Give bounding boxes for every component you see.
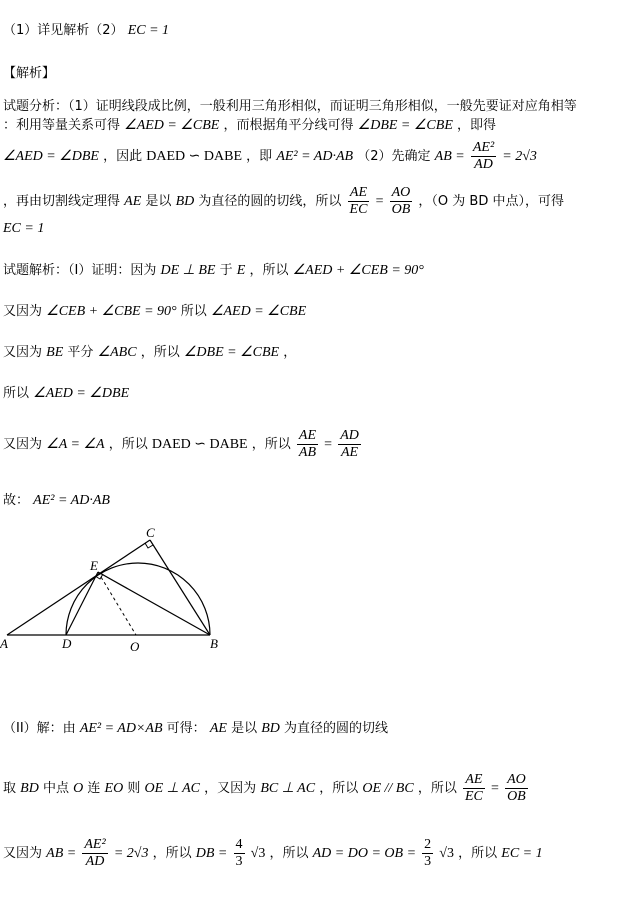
analysis-text: ，而根据角平分线可得 <box>223 118 354 133</box>
part2-text: 中点 <box>42 781 69 796</box>
math-expr: DE ⊥ BE <box>160 263 216 278</box>
math-expr: = 2√3 <box>113 846 149 861</box>
fraction-den: EC <box>464 789 483 804</box>
math-expr: BE <box>46 345 64 360</box>
fraction <box>505 772 528 805</box>
analysis-line-4 <box>3 185 564 218</box>
solution-text: ，所以 <box>108 437 148 452</box>
fraction <box>422 837 433 870</box>
fraction-num: AE <box>348 185 370 202</box>
fraction <box>338 428 361 461</box>
label-A: A <box>0 636 8 651</box>
solution-text: 所以 <box>180 304 207 319</box>
analysis-text: ：利用等量关系可得 <box>3 118 121 133</box>
math-expr: BD <box>261 721 280 736</box>
math-expr: DAED ∽ DABE <box>146 149 243 164</box>
fraction <box>234 837 245 870</box>
analysis-text: ，（O 为 BD 中点），可得 <box>418 194 564 209</box>
fraction-num: 2 <box>424 837 432 852</box>
fraction <box>471 140 496 173</box>
math-expr: ∠AED + ∠CEB = 90° <box>292 263 424 278</box>
math-expr: AE² = AD×AB <box>79 721 163 736</box>
fraction-num: AO <box>507 772 526 787</box>
fraction-den: AB <box>298 445 316 460</box>
fraction-den: EC <box>349 202 368 217</box>
math-expr: ∠AED = ∠CBE <box>124 118 220 133</box>
part2-line-1 <box>3 720 388 738</box>
geometry-figure <box>0 525 230 665</box>
math-expr: DB = <box>195 846 228 861</box>
math-expr: BD <box>20 781 39 796</box>
fraction <box>463 772 485 805</box>
solution-text: 又因为 <box>3 437 43 452</box>
math-expr: AE² = AD·AB <box>276 149 354 164</box>
part2-text: ，所以 <box>458 846 498 861</box>
solution-text: ， <box>283 345 297 360</box>
analysis-text: ，再由切割线定理得 <box>3 194 121 209</box>
part2-text: 可得： <box>166 721 206 736</box>
part2-text: ，所以 <box>319 781 359 796</box>
fraction-num: AE <box>463 772 485 789</box>
solution-line-1 <box>3 262 424 280</box>
math-expr: OE // BC <box>362 781 414 796</box>
answer-part2: EC = 1 <box>127 23 170 38</box>
math-expr: EO <box>104 781 124 796</box>
fraction-den: OB <box>507 789 526 804</box>
solution-text: 又因为 <box>3 345 43 360</box>
math-expr: ∠AED = ∠DBE <box>33 386 130 401</box>
math-expr: AB = <box>46 846 77 861</box>
solution-line-5 <box>3 428 363 461</box>
part2-text: ，所以 <box>152 846 192 861</box>
solution-text: 试题解析：（I）证明：因为 <box>3 263 157 278</box>
fraction-num: AE <box>298 428 316 443</box>
solution-line-2 <box>3 303 306 321</box>
analysis-line-5: EC = 1 <box>3 221 45 236</box>
semicircle <box>66 563 210 635</box>
math-expr: AB = <box>434 149 465 164</box>
solution-text: 所以 <box>3 386 30 401</box>
solution-text: ，所以 <box>140 345 180 360</box>
math-expr: = <box>375 194 384 209</box>
math-expr: √3 <box>439 846 454 861</box>
label-E: E <box>90 558 98 573</box>
answer-part1: （1）详见解析（2） <box>3 23 124 38</box>
solution-text: 于 <box>219 263 233 278</box>
math-expr: OE ⊥ AC <box>144 781 201 796</box>
analysis-line-3 <box>3 140 537 173</box>
line-EO <box>98 572 136 635</box>
solution-text: 又因为 <box>3 304 43 319</box>
math-expr: ∠ABC <box>97 345 137 360</box>
math-expr: O <box>73 781 84 796</box>
solution-line-3 <box>3 344 296 362</box>
math-expr: AE² = AD·AB <box>33 493 110 508</box>
math-expr: = 2√3 <box>502 149 537 164</box>
math-expr: ∠DBE = ∠CBE <box>183 345 280 360</box>
fraction <box>297 428 318 461</box>
math-expr: AD = DO = OB = <box>312 846 417 861</box>
solution-text: ，所以 <box>249 263 289 278</box>
math-expr: ∠A = ∠A <box>46 437 105 452</box>
solution-line-6 <box>3 492 110 510</box>
fraction-den: 3 <box>424 854 432 869</box>
math-expr: EC = 1 <box>501 846 543 861</box>
fraction-num: AD <box>340 428 359 443</box>
part2-text: （II）解：由 <box>3 721 76 736</box>
math-expr: AE <box>124 194 142 209</box>
math-expr: ∠AED = ∠CBE <box>210 304 307 319</box>
fraction-num: 4 <box>235 837 243 852</box>
fraction-den: 3 <box>235 854 243 869</box>
part2-text: 是以 <box>231 721 258 736</box>
fraction-num: AE² <box>472 140 495 155</box>
analysis-line-1: 试题分析：（1）证明线段成比例，一般利用三角形相似，而证明三角形相似，一般先要证对应角相等 <box>3 99 577 114</box>
part2-text: 连 <box>87 781 101 796</box>
part2-text: 取 <box>3 781 17 796</box>
part2-text: 为直径的圆的切线 <box>284 721 389 736</box>
solution-text: ，所以 <box>251 437 291 452</box>
line-ED <box>66 572 98 635</box>
analysis-text: ，因此 <box>103 149 143 164</box>
fraction-den: AD <box>85 854 105 869</box>
math-expr: ∠DBE = ∠CBE <box>357 118 453 133</box>
math-expr: AE <box>209 721 227 736</box>
math-expr: = <box>324 437 333 452</box>
part2-text: ，所以 <box>417 781 457 796</box>
line-EB <box>98 572 210 635</box>
label-O: O <box>130 639 140 654</box>
part2-text: 又因为 <box>3 846 43 861</box>
label-D: D <box>62 636 72 651</box>
part2-line-2 <box>3 772 530 805</box>
part2-text: ，又因为 <box>204 781 257 796</box>
math-expr: DAED ∽ DABE <box>151 437 248 452</box>
solution-text: 故： <box>3 493 30 508</box>
math-expr: = <box>491 781 499 796</box>
analysis-text: （2）先确定 <box>357 149 431 164</box>
fraction-den: OB <box>391 202 411 217</box>
math-expr: √3 <box>250 846 266 861</box>
fraction-num: AE² <box>84 837 106 852</box>
line-AC <box>7 540 150 635</box>
math-expr: BD <box>175 194 195 209</box>
part2-text: ，所以 <box>269 846 309 861</box>
math-expr: ∠AED = ∠DBE <box>3 149 99 164</box>
part2-line-3 <box>3 837 543 870</box>
fraction-den: AD <box>474 157 493 172</box>
math-expr: ∠CEB + ∠CBE = 90° <box>46 304 177 319</box>
label-C: C <box>146 525 155 540</box>
solution-text: 平分 <box>67 345 94 360</box>
fraction <box>390 185 413 218</box>
answer-line <box>3 22 169 40</box>
analysis-line-2 <box>3 117 496 135</box>
analysis-text: ，即得 <box>457 118 497 133</box>
section-title: 【解析】 <box>3 66 56 81</box>
math-expr: E <box>236 263 246 278</box>
part2-text: 则 <box>127 781 141 796</box>
analysis-text: 是以 <box>145 194 172 209</box>
fraction <box>348 185 370 218</box>
analysis-text: 为直径的圆的切线，所以 <box>198 194 342 209</box>
fraction-den: AE <box>340 445 359 460</box>
fraction-num: AO <box>391 185 411 200</box>
solution-line-4 <box>3 385 129 403</box>
math-expr: BC ⊥ AC <box>260 781 316 796</box>
analysis-text: ，即 <box>246 149 273 164</box>
line-CB <box>150 540 210 635</box>
fraction <box>82 837 107 870</box>
label-B: B <box>210 636 218 651</box>
